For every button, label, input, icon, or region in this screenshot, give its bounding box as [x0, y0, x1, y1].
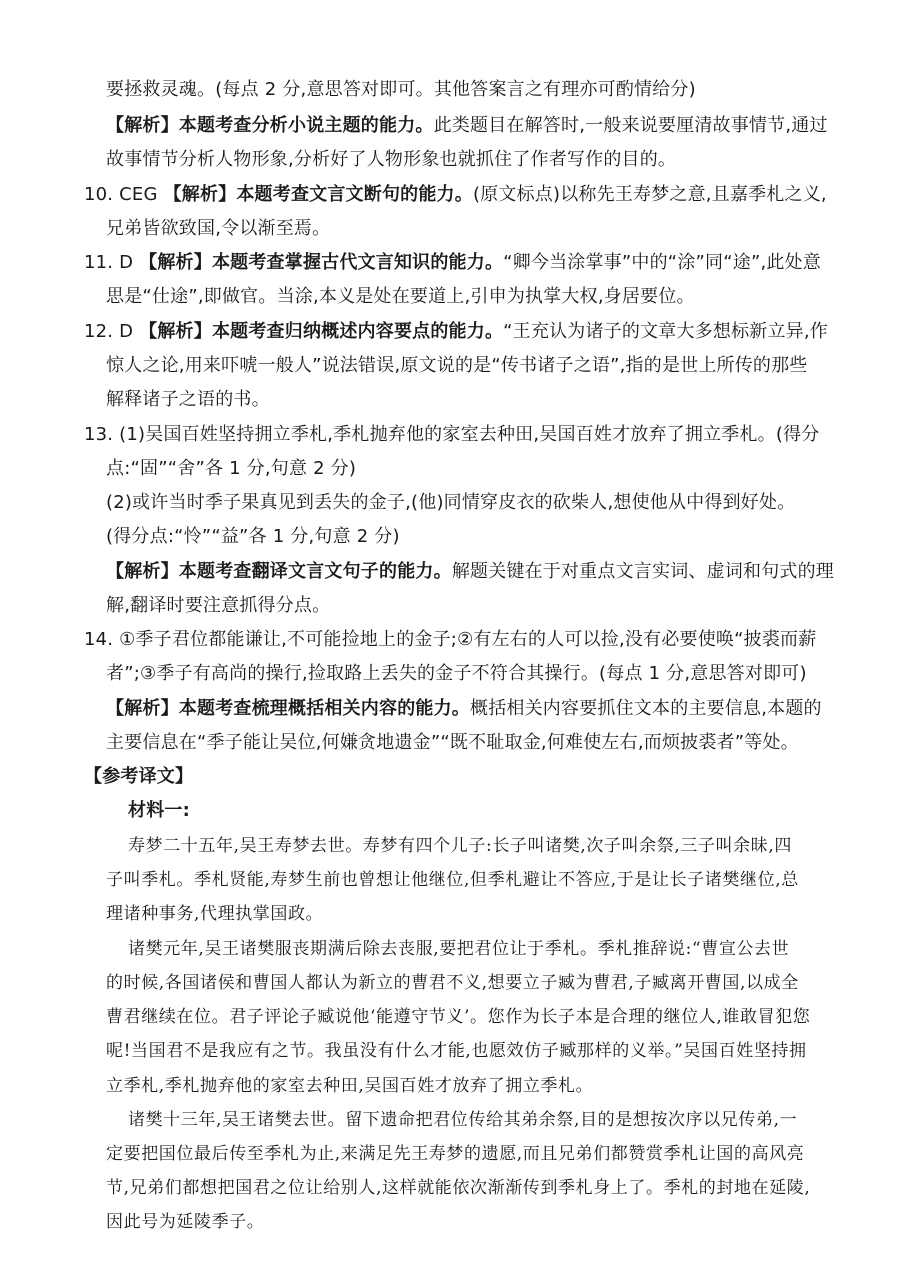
- answer-12-line3: 解释诸子之语的书。: [106, 389, 270, 410]
- answer-13-line4: (得分点:“怜”“益”各 1 分,句意 2 分): [106, 526, 400, 547]
- analysis-text: “王充认为诸子的文章大多想标新立异,作: [503, 321, 828, 342]
- answer-12-line2: 惊人之论,用来吓唬一般人”说法错误,原文说的是“传书诸子之语”,指的是世上所传的那些: [106, 355, 808, 376]
- answer-11-line2: 思是“仕途”,即做官。当涂,本义是处在要道上,引申为执掌大权,身居要位。: [106, 286, 695, 307]
- translation-line: 因此号为延陵季子。: [106, 1212, 265, 1232]
- answer-13-line3: (2)或许当时季子果真见到丢失的金子,(他)同情穿皮衣的砍柴人,想使他从中得到好处。: [106, 492, 796, 513]
- analysis-text: (原文标点)以称先王寿梦之意,且嘉季札之义,: [472, 184, 827, 205]
- translation-line: 寿梦二十五年,吴王寿梦去世。寿梦有四个儿子:长子叫诸樊,次子叫余祭,三子叫余昧,四: [128, 836, 792, 856]
- analysis-text: “卿今当涂掌事”中的“涂”同“途”,此处意: [503, 252, 822, 273]
- analysis-9-line1: [106, 114, 828, 138]
- analysis-text: 概括相关内容要抓住文本的主要信息,本题的: [470, 698, 822, 719]
- material-one-heading: 材料一:: [128, 800, 190, 821]
- analysis-13-line2: 解,翻译时要注意抓得分点。: [106, 595, 331, 616]
- answer-14-line1: 14. ①季子君位都能谦让,不可能捡地上的金子;②有左右的人可以捡,没有必要使唤“披裘而薪: [84, 629, 817, 650]
- answer-13-line2: 点:“固”“舍”各 1 分,句意 2 分): [106, 458, 357, 479]
- analysis-text: 此类题目在解答时,一般来说要厘清故事情节,通过: [433, 115, 828, 136]
- answer-9-continuation: 要拯救灵魂。(每点 2 分,意思答对即可。其他答案言之有理亦可酌情给分): [106, 79, 696, 100]
- translation-line: 定要把国位最后传至季札为止,来满足先王寿梦的遗愿,而且兄弟们都赞赏季札让国的高风亮: [106, 1144, 805, 1164]
- analysis-label: 【解析】本题考查梳理概括相关内容的能力。: [106, 698, 470, 719]
- translation-line: 诸樊十三年,吴王诸樊去世。留下遗命把君位传给其弟余祭,目的是想按次序以兄传弟,一: [128, 1110, 798, 1130]
- answer-12-line1: [84, 320, 828, 344]
- translation-line: 理诸种事务,代理执掌国政。: [106, 904, 324, 924]
- translation-line: 子叫季札。季札贤能,寿梦生前也曾想让他继位,但季札避让不答应,于是让长子诸樊继位,总: [106, 870, 799, 890]
- translation-line: 诸樊元年,吴王诸樊服丧期满后除去丧服,要把君位让于季札。季札推辞说:“曹宣公去世: [128, 939, 790, 959]
- analysis-label: 【解析】本题考查分析小说主题的能力。: [106, 115, 434, 136]
- answer-14-line2: 者”;③季子有高尚的操行,捡取路上丢失的金子不符合其操行。(每点 1 分,意思答对即可): [106, 663, 807, 684]
- answer-number: 10. CEG: [84, 184, 164, 205]
- analysis-label: 【解析】本题考查归纳概述内容要点的能力。: [139, 321, 504, 342]
- analysis-9-line2: 故事情节分析人物形象,分析好了人物形象也就抓住了作者写作的目的。: [106, 149, 677, 170]
- analysis-13-line1: [106, 560, 834, 584]
- answer-number: 11. D: [84, 252, 140, 273]
- translation-line: 的时候,各国诸侯和曹国人都认为新立的曹君不义,想要立子臧为曹君,子臧离开曹国,以成全: [106, 973, 799, 993]
- answer-10-line2: 兄弟皆欲致国,令以渐至焉。: [106, 218, 331, 239]
- translation-line: 曹君继续在位。君子评论子臧说他‘能遵守节义’。您作为长子本是合理的继位人,谁敢冒犯您: [106, 1007, 811, 1027]
- analysis-label: 【解析】本题考查掌握古代文言知识的能力。: [139, 252, 504, 273]
- reference-translation-heading: 【参考译文】: [84, 766, 194, 787]
- translation-line: 立季札,季札抛弃他的家室去种田,吴国百姓才放弃了拥立季札。: [106, 1076, 594, 1096]
- translation-line: 呢!当国君不是我应有之节。我虽没有什么才能,也愿效仿子臧那样的义举。”吴国百姓坚持拥: [106, 1041, 807, 1061]
- analysis-label: 【解析】本题考查翻译文言文句子的能力。: [106, 561, 452, 582]
- answer-13-line1: 13. (1)吴国百姓坚持拥立季札,季札抛弃他的家室去种田,吴国百姓才放弃了拥立季札。(得分: [84, 424, 820, 445]
- analysis-label: 【解析】本题考查文言文断句的能力。: [163, 184, 473, 205]
- answer-10-line1: [84, 183, 827, 207]
- analysis-14-line2: 主要信息在“季子能让吴位,何嫌贪地遗金”“既不耻取金,何难使左右,而烦披裘者”等处。: [106, 732, 799, 753]
- analysis-text: 解题关键在于对重点文言实词、虚词和句式的理: [451, 561, 835, 582]
- analysis-14-line1: [106, 697, 822, 721]
- answer-number: 12. D: [84, 321, 140, 342]
- answer-11-line1: [84, 251, 821, 275]
- translation-line: 节,兄弟们都想把国君之位让给别人,这样就能依次渐渐传到季札身上了。季札的封地在延陵,: [106, 1178, 811, 1198]
